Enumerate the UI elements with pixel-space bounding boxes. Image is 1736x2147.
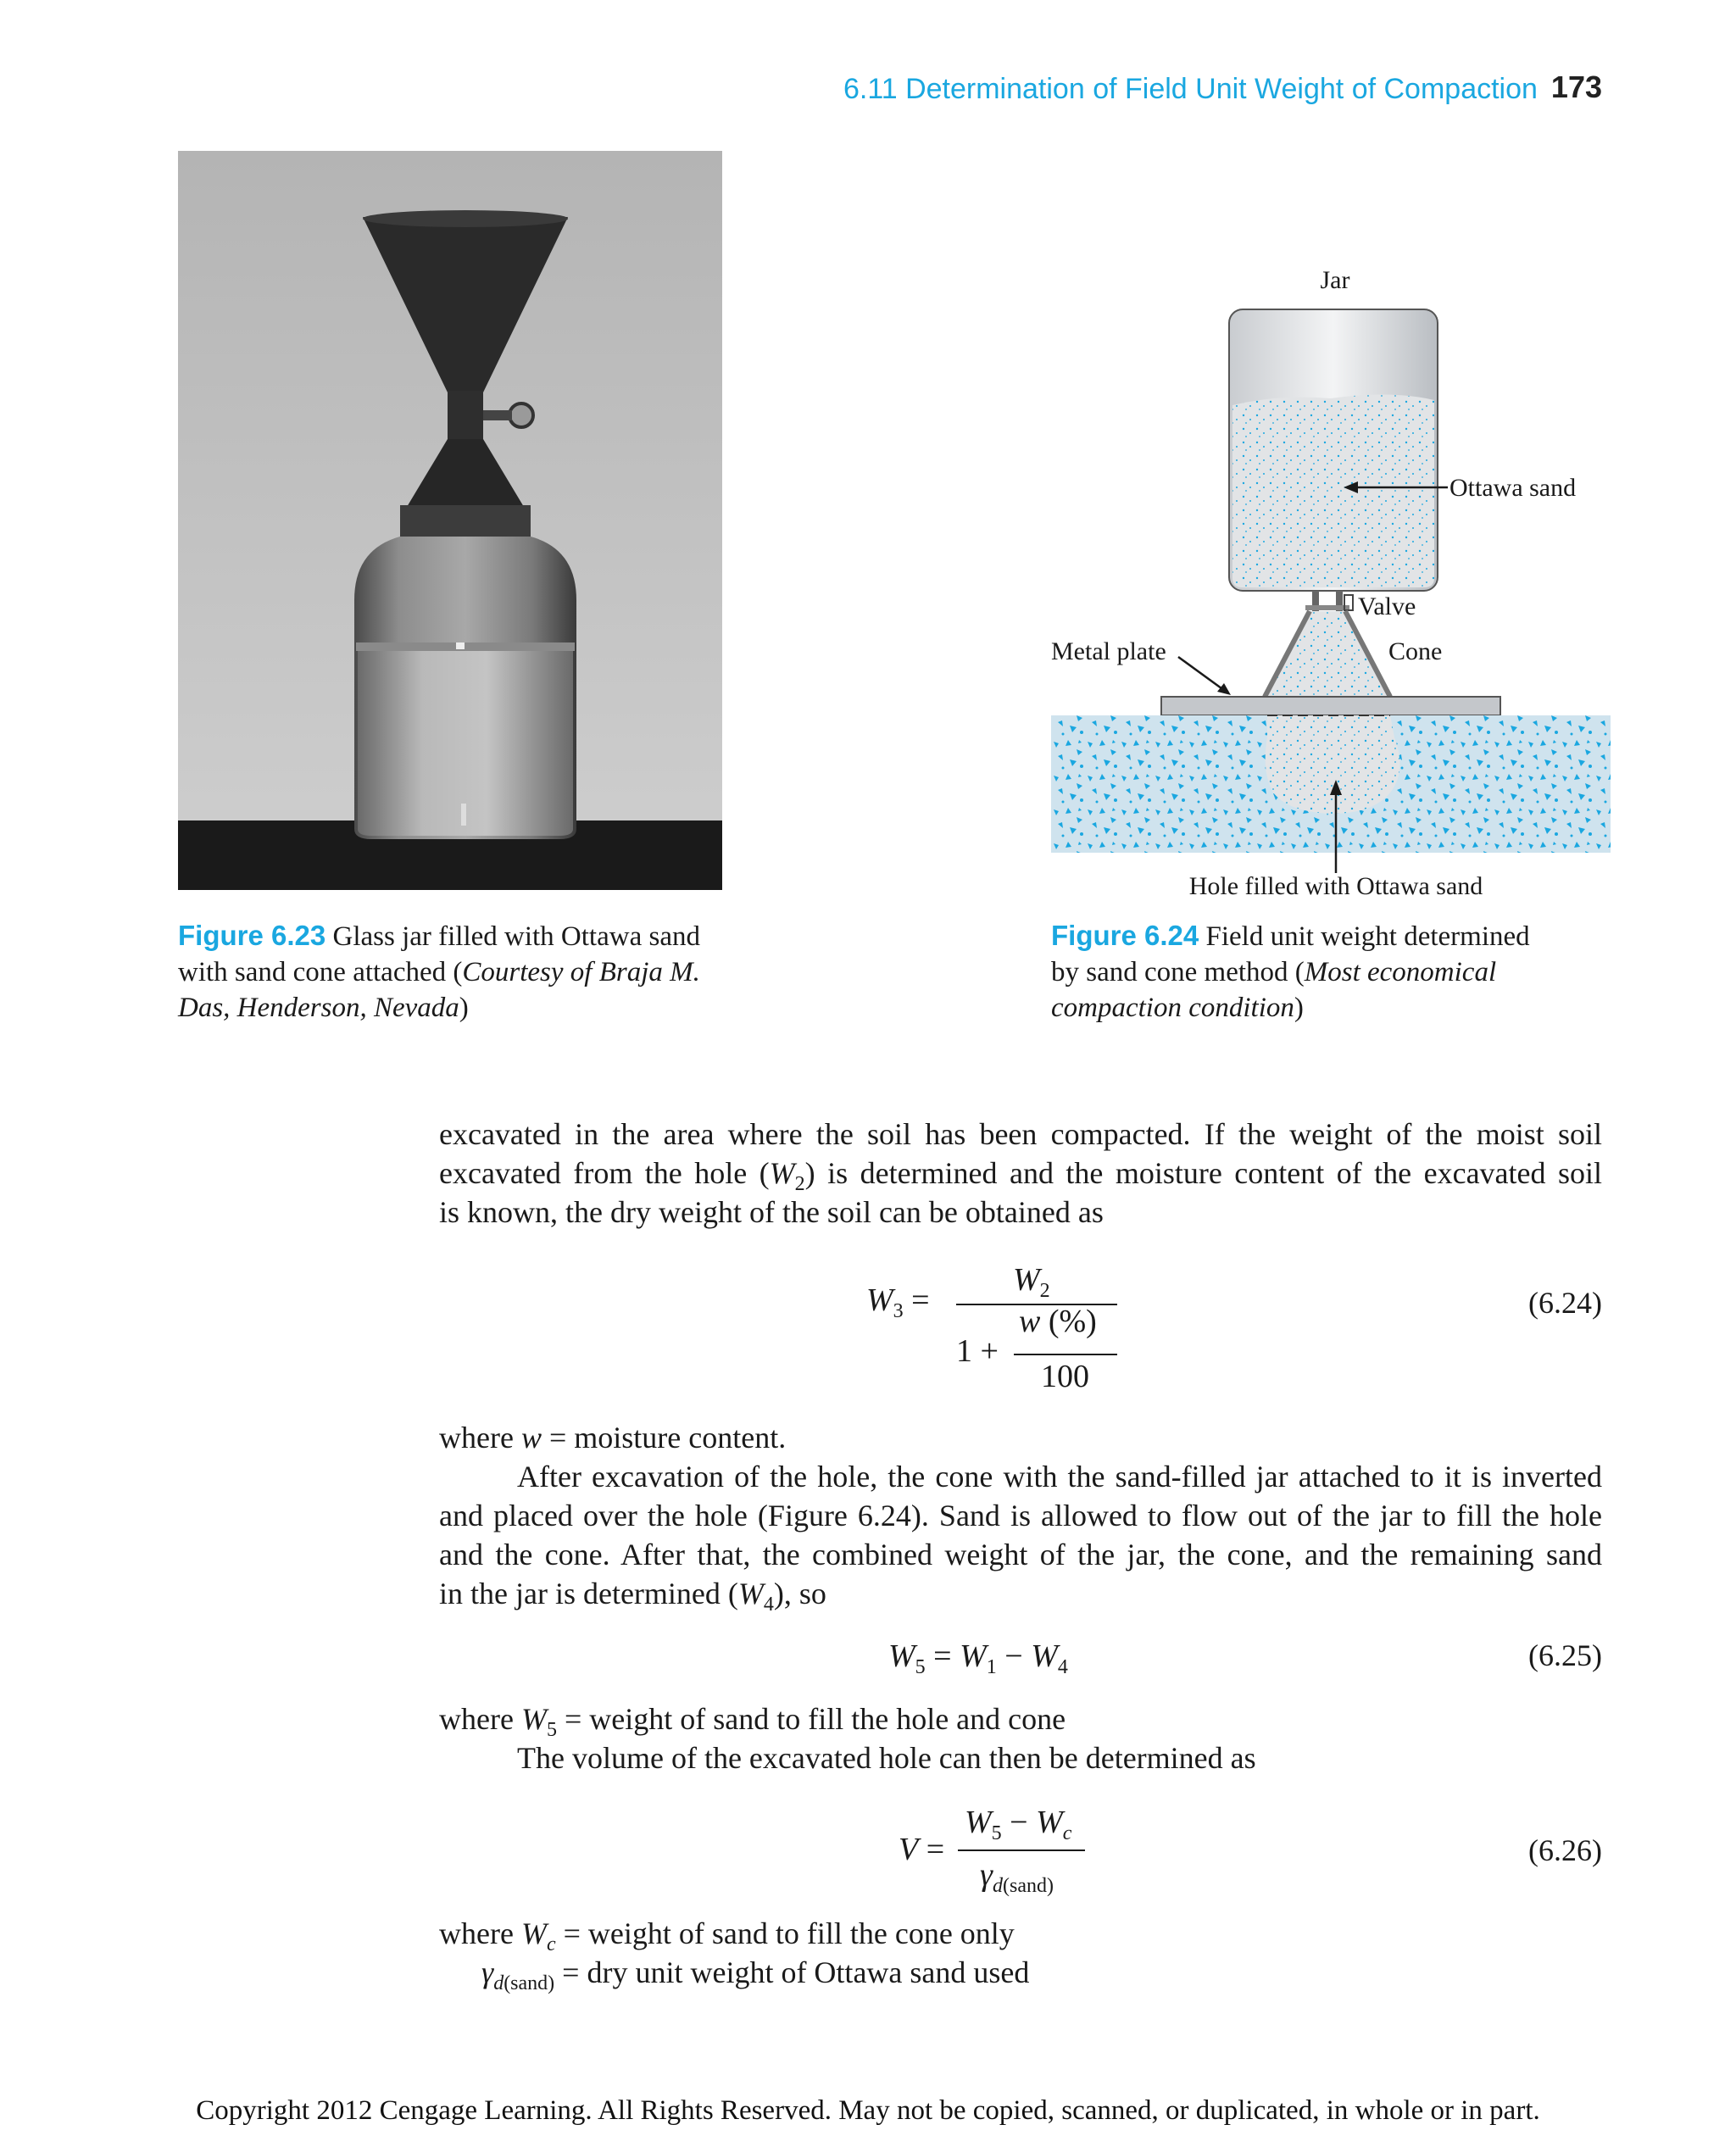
caption-text: Glass jar filled with Ottawa sand <box>332 921 700 952</box>
metal-plate-label: Metal plate <box>1051 637 1166 665</box>
valve-label: Valve <box>1358 592 1416 620</box>
text-line: $\gamma_{d(sand)}$ = dry unit weight of Ottawa sand used <box>481 1955 1030 1994</box>
paragraph-2 <box>439 1418 1602 1616</box>
text-line: After excavation of the hole, the cone with the sand-filled jar attached to it is inverted <box>517 1460 1602 1493</box>
text-line: where $W_c$ = weight of sand to fill the cone only <box>439 1916 1015 1955</box>
caption-text: Field unit weight determined <box>1205 921 1530 952</box>
copyright-notice: Copyright 2012 Cengage Learning. All Rights Reserved. May not be copied, scanned, or duplicated, in whole or in part. <box>196 2095 1540 2126</box>
figure-6-23-caption <box>178 918 737 1026</box>
equation-number: (6.26) <box>1528 1833 1602 1867</box>
glass-jar-photo <box>178 151 722 890</box>
text-line: excavated from the hole $(W_2)$ is determined and the moisture content of the excavated soil <box>439 1156 1602 1195</box>
caption-text: with sand cone attached ( <box>178 957 463 987</box>
running-header: 6.11 Determination of Field Unit Weight of Compaction <box>843 73 1538 105</box>
text-line: in the jar is determined $(W_4)$, so <box>439 1577 826 1616</box>
figure-6-24-label: Figure 6.24 <box>1051 920 1199 951</box>
paragraph-3 <box>439 1699 1602 1777</box>
figure-6-23-label: Figure 6.23 <box>178 920 326 951</box>
text-line: where w = moisture content. <box>439 1421 787 1455</box>
figure-6-24-caption <box>1051 918 1611 1026</box>
sand-cone-diagram <box>1051 263 1611 898</box>
page-number: 173 <box>1550 70 1602 104</box>
text-line: The volume of the excavated hole can then be determined as <box>517 1741 1256 1775</box>
paragraph-1 <box>439 1115 1602 1232</box>
caption-credit: Das, Henderson, Nevada <box>178 993 459 1023</box>
equation-number: (6.25) <box>1528 1638 1602 1672</box>
text-line: is known, the dry weight of the soil can be obtained as <box>439 1195 1104 1229</box>
text-line: where $W_5$ = weight of sand to fill the hole and cone <box>439 1702 1066 1741</box>
cone-label: Cone <box>1388 637 1443 665</box>
equation-number: (6.24) <box>1528 1286 1602 1320</box>
text-line: excavated in the area where the soil has been compacted. If the weight of the moist soil <box>439 1117 1602 1151</box>
caption-note: Most economical <box>1304 957 1497 987</box>
jar-label: Jar <box>1320 266 1350 294</box>
ottawa-sand-label: Ottawa sand <box>1449 474 1577 502</box>
text-line: and placed over the hole (Figure 6.24). Sand is allowed to flow out of the jar to fill the hole <box>439 1499 1602 1532</box>
text-line: and the cone. After that, the combined weight of the jar, the cone, and the remaining sand <box>439 1538 1602 1571</box>
hole-label: Hole filled with Ottawa sand <box>1188 872 1483 898</box>
caption-text: ) <box>1294 993 1304 1023</box>
caption-text: ) <box>459 993 469 1023</box>
caption-credit: Courtesy of Braja M. <box>462 957 700 987</box>
caption-note: compaction condition <box>1051 993 1294 1023</box>
caption-text: by sand cone method ( <box>1051 957 1305 987</box>
paragraph-4 <box>439 1914 1602 1992</box>
